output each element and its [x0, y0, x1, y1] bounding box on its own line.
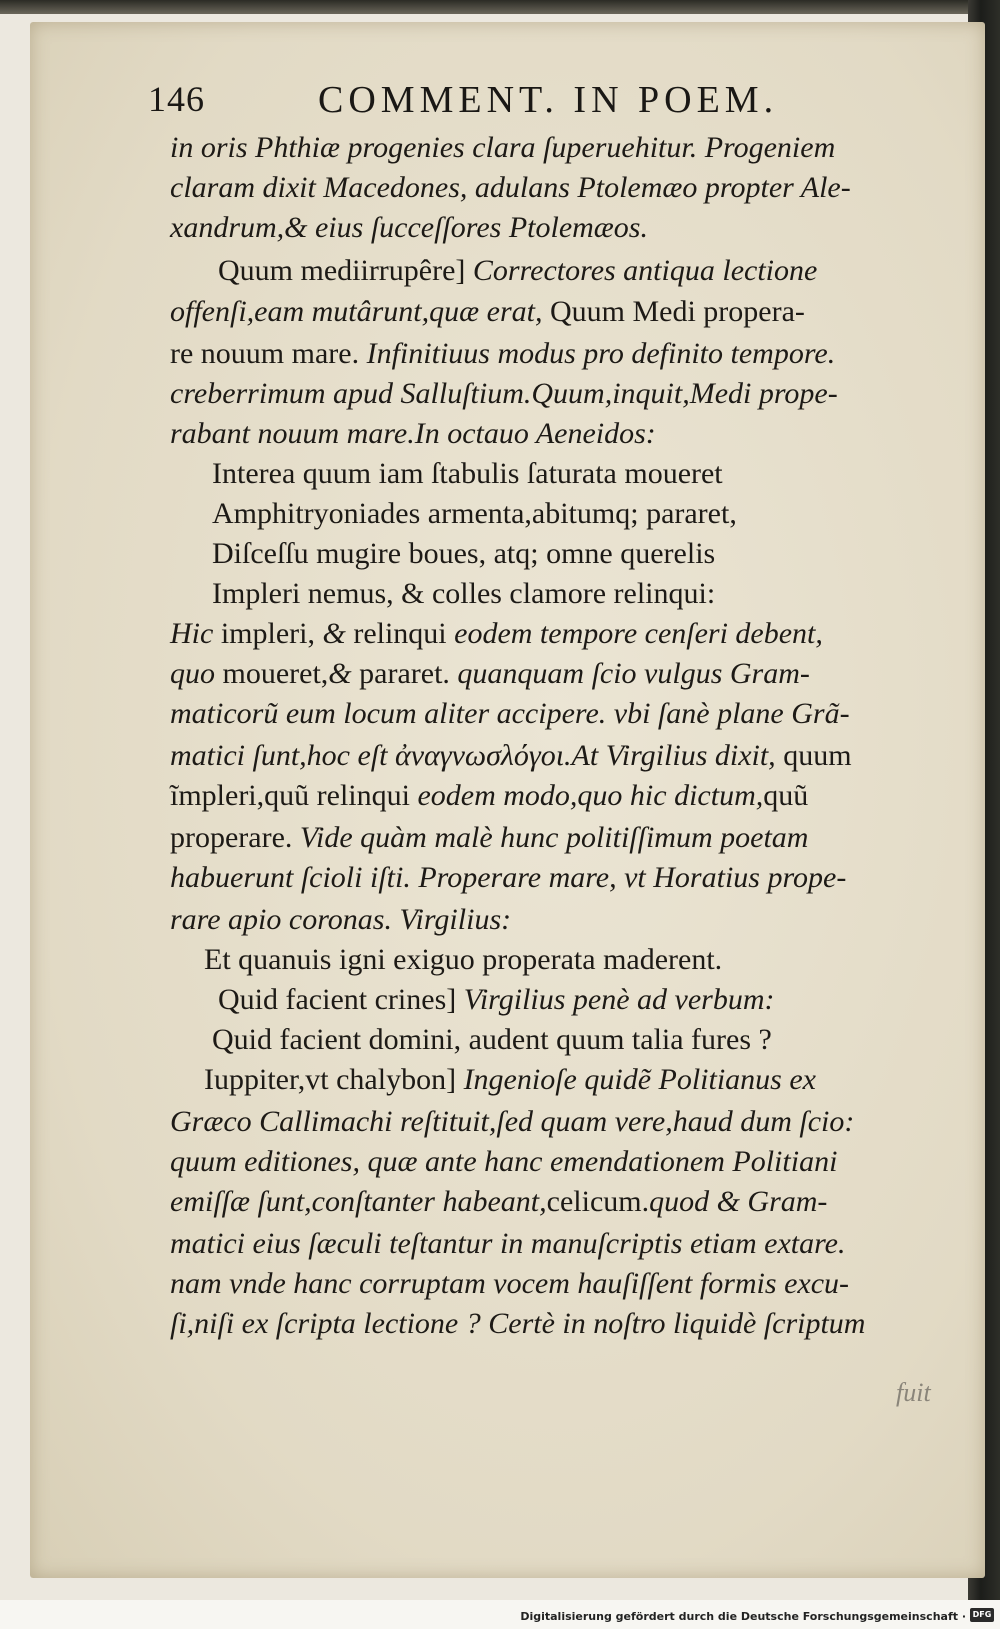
italic-text: & — [328, 657, 360, 690]
text-line — [204, 1060, 816, 1100]
italic-text: Virgilius penè ad verbum: — [463, 983, 775, 1016]
funding-credit: Digitalisierung gefördert durch die Deutsche Forschungsgemeinschaft · — [520, 1610, 966, 1623]
text-line — [212, 454, 723, 494]
italic-text: offenſi,eam mutârunt,quæ erat, — [170, 295, 550, 328]
text-line — [170, 292, 805, 332]
italic-text: emiſſæ ſunt,conſtanter habeant, — [170, 1185, 547, 1218]
text-line — [170, 208, 648, 248]
italic-text: quum editiones, quæ ante hanc emendationem Politiani — [170, 1145, 838, 1178]
text-line — [212, 494, 737, 534]
text-line — [170, 818, 808, 858]
text-line — [218, 251, 817, 291]
italic-text: eodem modo,quo hic dictum, — [417, 779, 764, 812]
text-line — [170, 614, 823, 654]
text-line — [212, 1020, 772, 1060]
text-line — [170, 374, 838, 414]
italic-text: Hic — [170, 617, 221, 650]
text-line — [170, 654, 810, 694]
italic-text: Ingenioſe quidẽ Politianus ex — [463, 1063, 816, 1096]
roman-text: Interea quum iam ſtabulis ſaturata moueret — [212, 457, 723, 490]
italic-text: habuerunt ſcioli iſti. Properare mare, vt Horatius prope- — [170, 861, 847, 894]
italic-text: quo — [170, 657, 223, 690]
italic-text: xandrum,& eius ſucceſſores Ptolemæos. — [170, 211, 648, 244]
roman-text: Impleri nemus, & colles clamore relinqui: — [212, 577, 716, 610]
roman-text: quum — [783, 739, 852, 772]
roman-text: properare. — [170, 821, 300, 854]
text-line — [170, 900, 511, 940]
book-top-edge — [0, 0, 1000, 14]
italic-text: Infinitiuus modus pro definito tempore. — [366, 337, 836, 370]
roman-text: Quid facient crines] — [218, 983, 464, 1016]
text-line — [170, 1264, 849, 1304]
text-line — [170, 1102, 854, 1142]
italic-text: ſi,niſi ex ſcripta lectione ? Certè in noſtro liquidè ſcriptum — [170, 1307, 866, 1340]
roman-text: moueret, — [222, 657, 329, 690]
italic-text: matici eius ſæculi teſtantur in manuſcriptis etiam extare. — [170, 1227, 846, 1260]
italic-text: rabant nouum mare.In octauo Aeneidos: — [170, 417, 656, 450]
italic-text: eodem tempore cenſeri debent, — [454, 617, 823, 650]
roman-text: re nouum mare. — [170, 337, 367, 370]
text-line — [170, 736, 852, 776]
italic-text: creberrimum apud Salluſtium.Quum,inquit,Medi prope- — [170, 377, 838, 410]
text-line — [212, 534, 715, 574]
roman-text: Diſceſſu mugire boues, atq; omne querelis — [212, 537, 716, 570]
running-title: COMMENT. IN POEM. — [318, 79, 779, 121]
roman-text: Iuppiter,vt chalybon] — [204, 1063, 464, 1096]
dfg-logo-icon: DFG — [970, 1608, 994, 1622]
text-line — [170, 1182, 827, 1222]
roman-text: pararet. — [359, 657, 458, 690]
roman-text: Amphitryoniades armenta,abitumq; pararet, — [212, 497, 737, 530]
roman-text: impleri, — [220, 617, 323, 650]
text-line — [218, 980, 775, 1020]
roman-text: relinqui — [353, 617, 455, 650]
text-line — [170, 1224, 845, 1264]
italic-text: claram dixit Macedones, adulans Ptolemæo propter Ale- — [170, 171, 851, 204]
text-line — [170, 776, 808, 816]
roman-text: Quid facient domini, audent quum talia fures ? — [212, 1023, 772, 1056]
text-line — [170, 1142, 837, 1182]
text-line — [170, 414, 656, 454]
italic-text: maticorũ eum locum aliter accipere. vbi ſanè plane Grã- — [170, 697, 850, 730]
text-line — [170, 694, 850, 734]
page-number: 146 — [148, 79, 205, 119]
text-line — [170, 858, 846, 898]
italic-text: Vide quàm malè hunc politiſſimum poetam — [299, 821, 809, 854]
roman-text: Quum mediirrupêre] — [218, 254, 473, 287]
text-line — [170, 1304, 865, 1344]
catchword: fuit — [896, 1378, 931, 1407]
italic-text: & — [322, 617, 354, 650]
italic-text: rare apio coronas. Virgilius: — [170, 903, 512, 936]
italic-text: in oris Phthiæ progenies clara ſuperuehitur. Progeniem — [170, 131, 836, 164]
italic-text: Correctores antiqua lectione — [472, 254, 818, 287]
text-line — [170, 128, 835, 168]
italic-text: nam vnde hanc corruptam vocem hauſiſſent formis excu- — [170, 1267, 849, 1300]
text-line — [212, 574, 715, 614]
text-line — [170, 334, 835, 374]
italic-text: quanquam ſcio vulgus Gram- — [457, 657, 810, 690]
roman-text: Et quanuis igni exiguo properata maderent. — [204, 943, 723, 976]
roman-text: ĩmpleri,quũ relinqui — [170, 779, 418, 812]
roman-text: Quum Medi propera- — [549, 295, 805, 328]
roman-text: quũ — [763, 779, 809, 812]
roman-text: celicum. — [546, 1185, 650, 1218]
italic-text: quod & Gram- — [649, 1185, 828, 1218]
text-line — [170, 168, 851, 208]
italic-text: matici ſunt,hoc eſt ἀναγνωσλόγοι.At Virgilius dixit, — [170, 739, 784, 772]
text-line — [204, 940, 722, 980]
italic-text: Græco Callimachi reſtituit,ſed quam vere,haud dum ſcio: — [170, 1105, 855, 1138]
